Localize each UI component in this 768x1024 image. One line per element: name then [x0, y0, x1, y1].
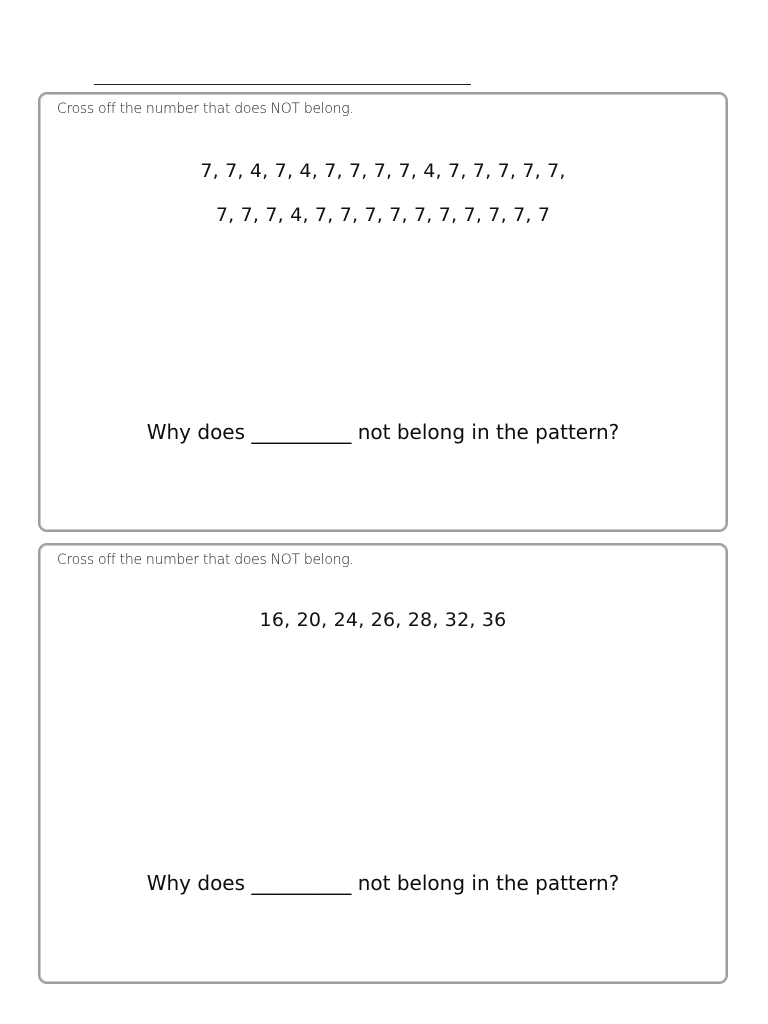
- number-sequence-line-2: 7, 7, 7, 4, 7, 7, 7, 7, 7, 7, 7, 7, 7, 7: [215, 204, 551, 226]
- problem-card-2: [38, 543, 728, 984]
- question-prompt: Why does __________ not belong in the pattern?: [146, 420, 620, 444]
- instruction-text: Cross off the number that does NOT belong.: [57, 101, 354, 117]
- number-sequence-line-1: 16, 20, 24, 26, 28, 32, 36: [259, 609, 507, 631]
- question-prompt: Why does __________ not belong in the pattern?: [146, 871, 620, 895]
- name-line: [94, 84, 471, 85]
- instruction-text: Cross off the number that does NOT belong.: [57, 552, 354, 568]
- problem-card-1: [38, 92, 728, 532]
- number-sequence-line-1: 7, 7, 4, 7, 4, 7, 7, 7, 7, 4, 7, 7, 7, 7, 7,: [200, 160, 566, 182]
